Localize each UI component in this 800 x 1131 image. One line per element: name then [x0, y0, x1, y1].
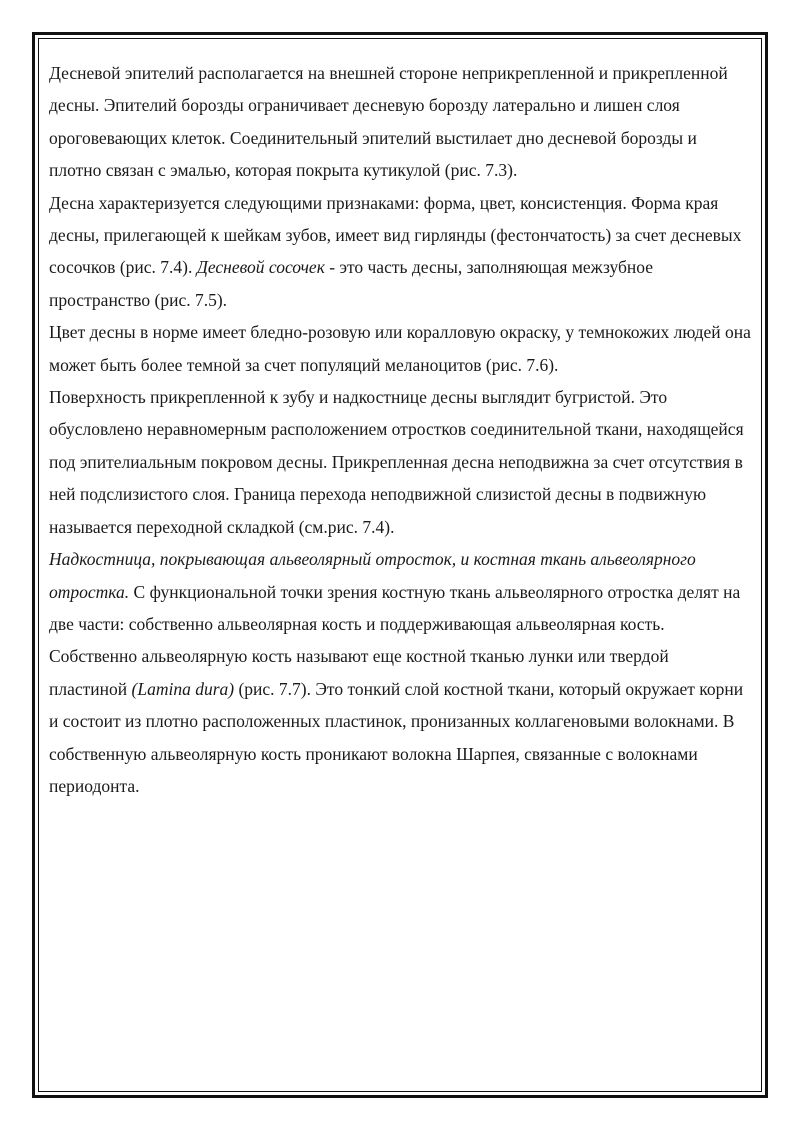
- paragraph-periosteum: [49, 543, 751, 640]
- document-text: [49, 57, 751, 802]
- paragraph-text: Десна характеризуется следующими признаками: форма, цвет, консистенция. Форма края десны, прилегающей к шейкам зубов, имеет вид гирлянды (фестончатость) за счет десневых сосочков (рис. 7.4).: [49, 192, 742, 278]
- paragraph-gingiva-features: [49, 187, 751, 317]
- paragraph-text: - это часть десны, заполняющая межзубное пространство (рис. 7.5).: [49, 257, 654, 310]
- paragraph-text: Цвет десны в норме имеет бледно-розовую или коралловую окраску, у темнокожих людей она может быть более темной за счет популяций меланоцитов (рис. 7.6).: [49, 322, 751, 375]
- italic-heading-periosteum: Надкостница, покрывающая альвеолярный отросток, и костная ткань альвеолярного отростка.: [49, 549, 696, 602]
- paragraph-text: С функциональной точки зрения костную ткань альвеолярного отростка делят на две части: собственно альвеолярная кость и поддерживающая альвеолярная кость.: [49, 581, 741, 634]
- page-border: [32, 32, 768, 1098]
- paragraph-text: (рис. 7.7). Это тонкий слой костной ткани, который окружает корни и состоит из плотно расположенных пластинок, пронизанных коллагеновыми волокнами. В собственную альвеолярную кость проникают волокна Шарпея, связанные с волокнами периодонта.: [49, 678, 744, 796]
- paragraph-text: Собственно альвеолярную кость называют еще костной тканью лунки или твердой пластиной: [49, 646, 669, 699]
- page-content: [38, 38, 762, 1092]
- paragraph-gingiva-surface: [49, 381, 751, 543]
- paragraph-gingiva-color: [49, 316, 751, 381]
- italic-term-lamina-dura: (Lamina dura): [131, 678, 235, 699]
- paragraph-text: Поверхность прикрепленной к зубу и надкостнице десны выглядит бугристой. Это обусловлено неравномерным расположением отростков соединительной ткани, находящейся под эпителиальным покровом десны. Прикрепленная десна неподвижна за счет отсутствия в ней подслизистого слоя. Граница перехода неподвижной слизистой десны в подвижную называется переходной складкой (см.рис. 7.4).: [49, 387, 744, 537]
- paragraph-alveolar-bone: [49, 640, 751, 802]
- italic-term-gingival-papilla: Десневой сосочек: [196, 257, 325, 278]
- paragraph-gingival-epithelium: [49, 57, 751, 187]
- paragraph-text: Десневой эпителий располагается на внешней стороне неприкрепленной и прикрепленной десны. Эпителий борозды ограничивает десневую борозду латерально и лишен слоя ороговевающих клеток. Соединительный эпителий выстилает дно десневой борозды и плотно связан с эмалью, которая покрыта кутикулой (рис. 7.3).: [49, 63, 728, 181]
